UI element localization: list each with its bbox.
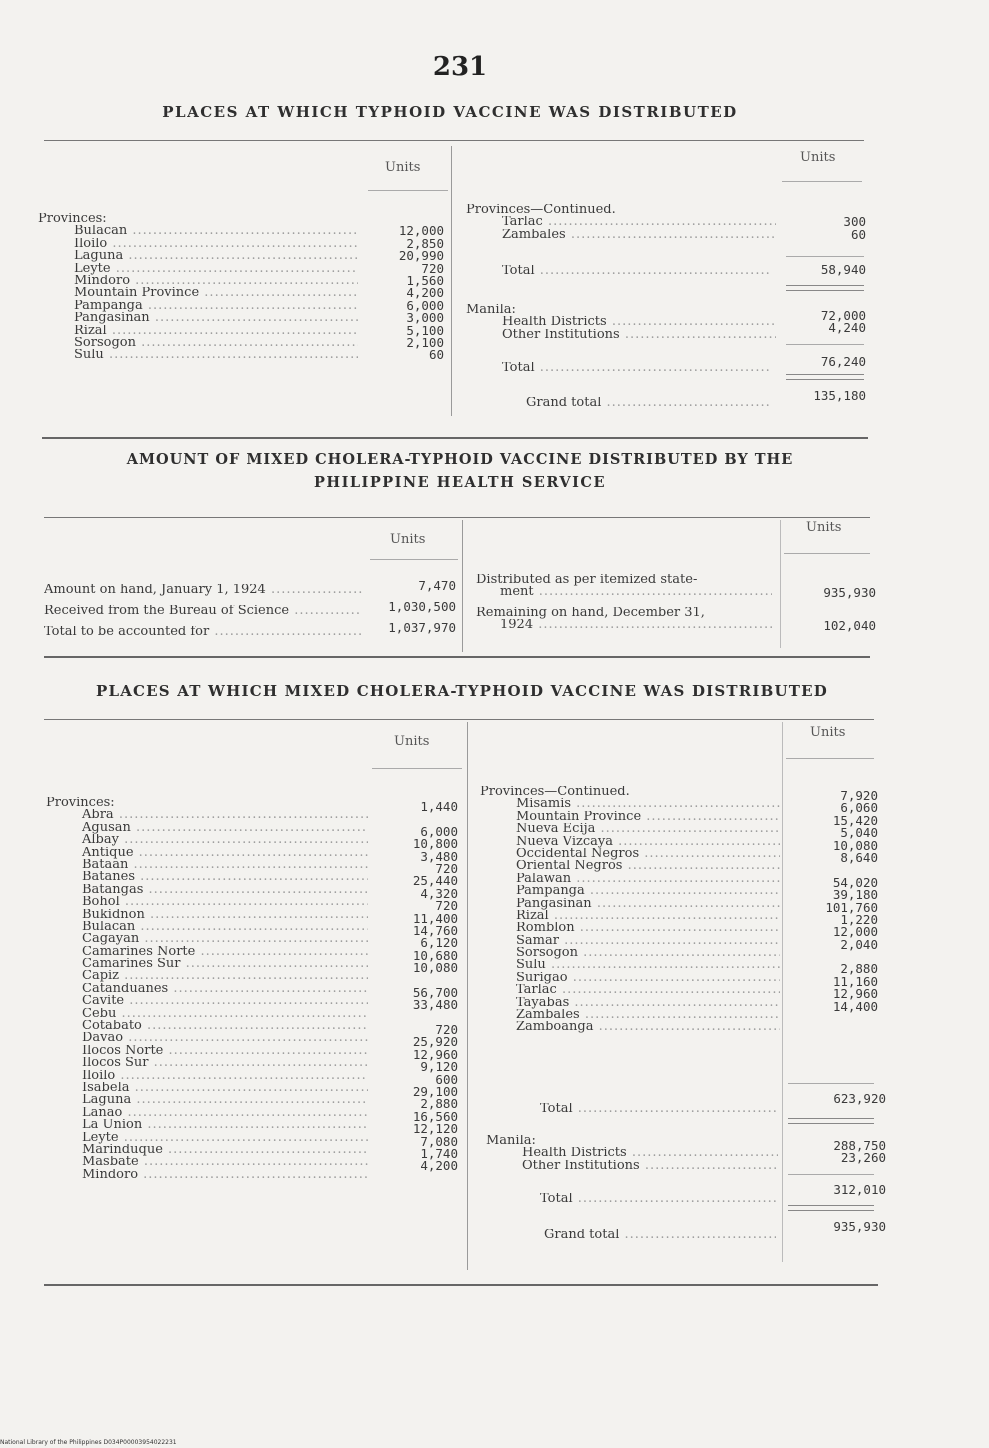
section1-right-values1 — [790, 216, 866, 241]
section2-bottom-rule — [44, 656, 870, 658]
province-units: 29,100 — [412, 1085, 458, 1099]
province-label: Camarines Sur ..... — [46, 958, 368, 970]
section1-grand-value: 135,180 — [813, 388, 866, 403]
province-units: 2,880 — [420, 1098, 458, 1111]
amount-row-label: Amount on hand, January 1, 1924 ..... — [44, 584, 362, 605]
province-label: Cavite ..... — [46, 995, 368, 1007]
section1-total2-label: Total ..... — [502, 362, 772, 374]
province-label: Cotabato ..... — [46, 1020, 368, 1032]
province-label: Pangasinan ..... — [480, 898, 780, 910]
section1-manila-block — [466, 304, 776, 341]
amount-row-value: 7,470 — [418, 578, 456, 593]
province-label: Albay ..... — [46, 834, 368, 846]
section3-left-items — [46, 809, 368, 1181]
province-units: 1,220 — [840, 913, 878, 927]
province-units: 6,060 — [840, 802, 878, 815]
page-number: 231 — [432, 52, 488, 82]
province-label: Lanao ..... — [46, 1107, 368, 1119]
province-units: 9,120 — [420, 1061, 458, 1074]
section3-total1-label: Total ..... — [540, 1103, 776, 1115]
province-label: Pangasinan ..... — [38, 312, 358, 324]
province-label: Davao ..... — [46, 1032, 368, 1044]
section2-top-rule — [44, 517, 870, 518]
section1-right-items2 — [466, 316, 776, 341]
province-label: Iloilo ..... — [38, 238, 358, 250]
section1-left-group: Provinces: — [38, 213, 107, 226]
section3-title: PLACES AT WHICH MIXED CHOLERA-TYPHOID VACCINE WAS DISTRIBUTED — [95, 682, 829, 700]
province-label: Batanes ..... — [46, 871, 368, 883]
province-units — [796, 1013, 878, 1025]
amount-row-value: 1,037,970 — [388, 620, 456, 635]
section1-top-rule — [44, 140, 864, 141]
section3-total1-double-rule — [788, 1118, 874, 1124]
province-units: 600 — [435, 1073, 458, 1086]
province-label: Cebu ..... — [46, 1008, 368, 1020]
province-label: Zambales ..... — [466, 229, 776, 241]
section1-total1-value: 58,940 — [820, 262, 866, 277]
section1-divider — [451, 146, 452, 416]
province-units: 11,160 — [832, 975, 878, 989]
section2-header-left: Units — [390, 532, 426, 547]
distribution-row-label-cont: ment ..... — [476, 586, 772, 598]
section1-header-right: Units — [800, 150, 836, 165]
province-units: 20,990 — [398, 250, 444, 263]
section3-header-rule-left — [372, 768, 462, 769]
province-units: 1,440 — [420, 801, 458, 814]
province-units: 12,120 — [412, 1123, 458, 1136]
province-units: 7,080 — [420, 1135, 458, 1148]
manila-units: 288,750 — [833, 1140, 886, 1153]
section2-header-rule-right — [784, 553, 870, 554]
province-label: Tarlac ..... — [466, 216, 776, 228]
manila-units: 4,240 — [828, 322, 866, 335]
province-units: 10,800 — [412, 838, 458, 851]
province-label: Samar ..... — [480, 935, 780, 947]
section2-right-rows — [476, 574, 772, 640]
province-label: Tarlac ..... — [480, 984, 780, 996]
section2-header-rule-left — [370, 559, 458, 560]
province-units: 4,200 — [406, 287, 444, 300]
province-units: 4,320 — [420, 887, 458, 901]
province-label: Leyte ..... — [46, 1132, 368, 1144]
province-units — [376, 813, 458, 825]
section3-left-labels — [46, 797, 368, 1181]
province-label: Bulacan ..... — [46, 921, 368, 933]
province-label: Sorsogon ..... — [38, 337, 358, 349]
section2-title-line1: AMOUNT OF MIXED CHOLERA-TYPHOID VACCINE DISTRIBUTED BY THE — [126, 451, 794, 468]
province-units: 720 — [435, 1024, 458, 1037]
province-label: Zambales ..... — [480, 1009, 780, 1021]
province-units: 14,760 — [412, 924, 458, 938]
province-label: Sulu ..... — [480, 959, 780, 971]
distribution-row-label: Remaining on hand, December 31, — [476, 606, 705, 620]
province-label: Pampanga ..... — [480, 885, 780, 897]
province-label: Tayabas ..... — [480, 997, 780, 1009]
section3-manila-block — [486, 1135, 778, 1172]
section1-right-group2: Manila: — [466, 304, 516, 317]
province-units — [376, 974, 458, 986]
section3-grand-value: 935,930 — [833, 1219, 886, 1234]
footer-credit: National Library of the Philippines D034P00003954022231 — [0, 1439, 177, 1446]
province-units: 6,000 — [420, 825, 458, 839]
section3-header-left: Units — [394, 734, 430, 749]
section1-grand-label: Grand total ..... — [526, 397, 772, 409]
province-label: Antique ..... — [46, 847, 368, 859]
section1-header-left: Units — [385, 160, 421, 175]
province-units: 6,000 — [406, 299, 444, 313]
province-label: Camarines Norte ..... — [46, 946, 368, 958]
province-units: 54,020 — [832, 876, 878, 890]
province-label: Sulu ..... — [38, 349, 358, 361]
province-units: 720 — [435, 900, 458, 913]
province-label: Iloilo ..... — [46, 1070, 368, 1082]
section2-title-line2: PHILIPPINE HEALTH SERVICE — [313, 474, 607, 491]
province-label: Marinduque ..... — [46, 1144, 368, 1156]
amount-row-label: Received from the Bureau of Science ..... — [44, 605, 362, 626]
section3-right-items2 — [486, 1147, 778, 1172]
manila-units: 72,000 — [820, 310, 866, 323]
distribution-row-label: Distributed as per itemized state- — [476, 574, 698, 587]
section1-total1-label: Total ..... — [502, 265, 772, 277]
province-units: 5,100 — [406, 324, 444, 337]
province-label: Laguna ..... — [38, 250, 358, 262]
section3-right-values1 — [796, 790, 878, 1025]
province-label: Mountain Province ..... — [480, 811, 780, 823]
province-label: Cagayan ..... — [46, 933, 368, 945]
section2-left-values — [362, 580, 456, 643]
province-units: 25,440 — [412, 875, 458, 888]
province-units: 14,400 — [832, 1000, 878, 1014]
section3-left-group: Provinces: — [46, 797, 115, 810]
province-label: Zamboanga ..... — [480, 1021, 780, 1033]
province-label: Surigao ..... — [480, 972, 780, 984]
province-units: 25,920 — [412, 1036, 458, 1049]
section3-right-block — [480, 786, 780, 1034]
section3-bottom-rule — [44, 1284, 878, 1286]
section2-right-values — [790, 587, 876, 653]
province-units — [796, 951, 878, 963]
section3-top-rule — [44, 719, 874, 720]
distribution-row-value: 935,930 — [823, 585, 876, 600]
province-label: Mindoro ..... — [46, 1169, 368, 1181]
province-label: Isabela ..... — [46, 1082, 368, 1094]
province-units: 15,420 — [832, 814, 878, 828]
manila-units: 23,260 — [840, 1152, 886, 1165]
section3-total2-label: Total ..... — [540, 1193, 776, 1205]
section1-left-values — [368, 225, 444, 361]
section1-total2-double-rule — [786, 374, 864, 380]
section1-right-block — [466, 204, 776, 241]
province-units: 5,040 — [840, 827, 878, 840]
province-label: Nueva Ecija ..... — [480, 823, 780, 835]
province-label: Bohol ..... — [46, 896, 368, 908]
section3-right-values2 — [796, 1140, 886, 1165]
section1-bottom-rule — [42, 437, 868, 439]
section1-header-rule-left — [368, 190, 448, 191]
province-units: 10,080 — [412, 962, 458, 975]
province-label: Laguna ..... — [46, 1094, 368, 1106]
section3-total2-double-rule — [788, 1205, 874, 1211]
province-label: Romblon ..... — [480, 922, 780, 934]
province-units: 11,400 — [412, 912, 458, 925]
section3-right-group1: Provinces—Continued. — [480, 786, 630, 799]
province-label: Batangas ..... — [46, 884, 368, 896]
section3-total2 — [540, 1193, 776, 1205]
province-units: 101,760 — [825, 901, 878, 914]
section1-subtotal-rule — [786, 256, 864, 257]
province-label: Capiz ..... — [46, 970, 368, 982]
section2-header-right: Units — [806, 520, 842, 535]
amount-row-value: 1,030,500 — [388, 599, 456, 614]
manila-label: Health Districts ..... — [466, 316, 776, 328]
province-label: Sorsogon ..... — [480, 947, 780, 959]
province-label: Rizal ..... — [38, 325, 358, 337]
province-units: 1,740 — [420, 1147, 458, 1161]
province-label: Rizal ..... — [480, 910, 780, 922]
province-label: Agusan ..... — [46, 822, 368, 834]
province-units: 10,680 — [412, 949, 458, 963]
province-label: Occidental Negros ..... — [480, 848, 780, 860]
section3-manila-rule — [788, 1174, 874, 1175]
section1-total1-double-rule — [786, 285, 864, 291]
section2-left-rows — [44, 584, 362, 647]
province-label: Bulacan ..... — [38, 225, 358, 237]
province-units: 10,080 — [832, 839, 878, 852]
province-label: Mountain Province ..... — [38, 287, 358, 299]
province-units: 16,560 — [412, 1110, 458, 1124]
province-units: 12,000 — [398, 225, 444, 238]
section1-manila-rule — [786, 344, 864, 345]
manila-label: Other Institutions ..... — [466, 329, 776, 341]
province-label: Bukidnon ..... — [46, 909, 368, 921]
province-units: 6,120 — [420, 937, 458, 950]
section3-header-right: Units — [810, 725, 846, 740]
section3-divider — [467, 722, 468, 1270]
province-units: 8,640 — [840, 851, 878, 865]
section3-subtotal-rule — [788, 1083, 874, 1084]
section3-grand-label: Grand total ..... — [544, 1229, 776, 1241]
province-label: Masbate ..... — [46, 1156, 368, 1168]
distribution-row-value: 102,040 — [823, 618, 876, 633]
province-label: Leyte ..... — [38, 263, 358, 275]
province-units: 12,960 — [832, 988, 878, 1001]
province-units: 300 — [843, 216, 866, 229]
section3-total1 — [540, 1103, 776, 1115]
province-units — [376, 1012, 458, 1024]
section1-header-rule-right — [782, 181, 862, 182]
province-units: 720 — [435, 862, 458, 876]
province-label: Abra ..... — [46, 809, 368, 821]
section2-divider-right — [780, 520, 781, 648]
province-units: 60 — [428, 349, 444, 362]
section1-total1 — [502, 265, 772, 277]
section1-right-items1 — [466, 216, 776, 241]
section3-header-rule-right — [786, 758, 874, 759]
province-units: 2,040 — [840, 938, 878, 952]
section3-left-values — [376, 801, 458, 1173]
province-label: Ilocos Sur ..... — [46, 1057, 368, 1069]
amount-row-label: Total to be accounted for ..... — [44, 626, 362, 647]
section3-right-group2: Manila: — [486, 1135, 536, 1148]
province-label: La Union ..... — [46, 1119, 368, 1131]
section3-divider-right — [782, 722, 783, 1262]
section3-total1-value: 623,920 — [833, 1091, 886, 1106]
province-units: 56,700 — [412, 986, 458, 1000]
province-units: 2,100 — [406, 336, 444, 350]
province-units: 2,850 — [406, 237, 444, 251]
section1-left-labels — [38, 213, 358, 362]
province-label: Pampanga ..... — [38, 300, 358, 312]
province-label: Nueva Vizcaya ..... — [480, 836, 780, 848]
province-units: 12,960 — [412, 1048, 458, 1062]
province-label: Oriental Negros ..... — [480, 860, 780, 872]
section1-right-group1: Provinces—Continued. — [466, 204, 616, 217]
section3-right-items1 — [480, 798, 780, 1033]
section3-total2-value: 312,010 — [833, 1182, 886, 1197]
province-units: 720 — [421, 262, 444, 275]
manila-label: Health Districts ..... — [486, 1147, 778, 1159]
section1-grand — [526, 397, 772, 409]
section1-total2 — [502, 362, 772, 374]
province-label: Catanduanes ..... — [46, 983, 368, 995]
province-units: 3,480 — [420, 850, 458, 863]
section1-right-values2 — [790, 310, 866, 335]
province-label: Ilocos Norte ..... — [46, 1045, 368, 1057]
section3-grand — [544, 1229, 776, 1241]
province-units: 7,920 — [840, 790, 878, 803]
province-label: Misamis ..... — [480, 798, 780, 810]
manila-label: Other Institutions ..... — [486, 1160, 778, 1172]
province-units: 60 — [850, 228, 866, 242]
province-units: 33,480 — [412, 999, 458, 1012]
province-units: 2,880 — [840, 963, 878, 976]
province-units: 1,560 — [406, 274, 444, 288]
province-units: 3,000 — [406, 312, 444, 325]
section1-total2-value: 76,240 — [820, 354, 866, 369]
province-units: 4,200 — [420, 1160, 458, 1173]
section1-title: PLACES AT WHICH TYPHOID VACCINE WAS DISTRIBUTED — [162, 103, 738, 121]
province-label: Mindoro ..... — [38, 275, 358, 287]
province-label: Palawan ..... — [480, 873, 780, 885]
province-label: Bataan ..... — [46, 859, 368, 871]
province-units: 39,180 — [832, 889, 878, 902]
section2-divider — [462, 520, 463, 652]
province-units — [796, 864, 878, 876]
distribution-row-label-cont: 1924 ..... — [476, 619, 772, 631]
province-units: 12,000 — [832, 926, 878, 939]
section1-left-items — [38, 225, 358, 361]
